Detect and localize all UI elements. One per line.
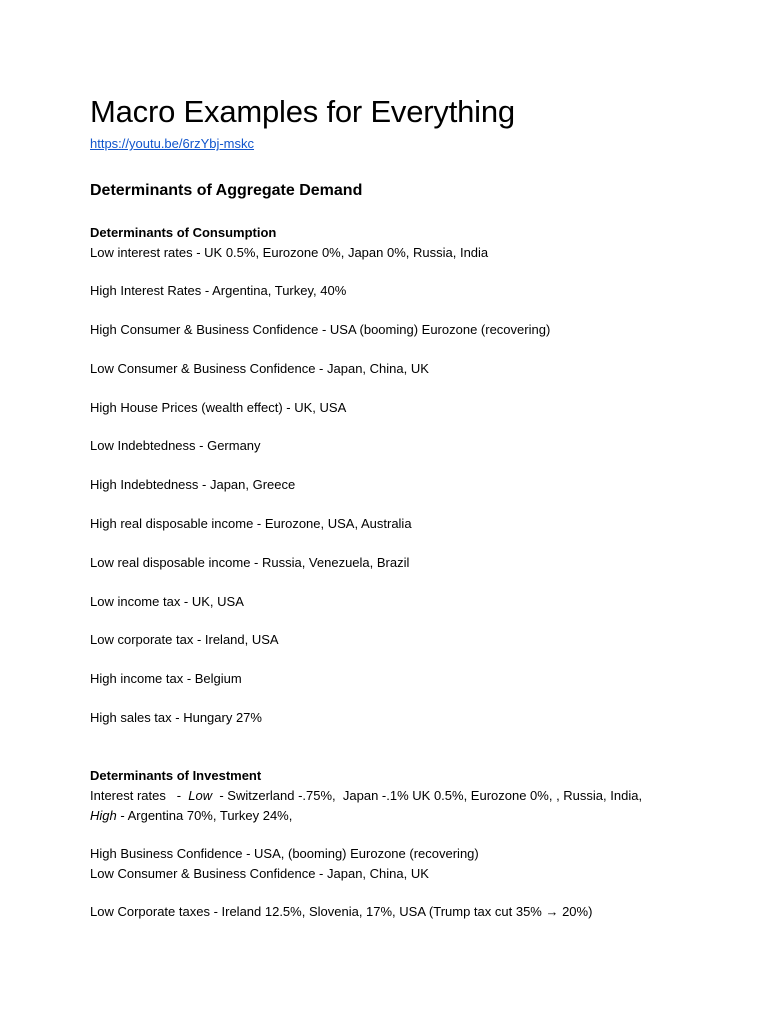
consumption-item: High House Prices (wealth effect) - UK, USA	[90, 400, 347, 415]
consumption-item: High income tax - Belgium	[90, 671, 242, 686]
consumption-item: High Interest Rates - Argentina, Turkey, 40%	[90, 283, 347, 298]
consumption-item: Low Consumer & Business Confidence - Japan, China, UK	[90, 361, 429, 376]
document-title: Macro Examples for Everything	[90, 94, 515, 129]
interest-high-label: High	[90, 808, 117, 823]
investment-heading: Determinants of Investment	[90, 768, 262, 783]
video-link[interactable]: https://youtu.be/6rzYbj-mskc	[90, 136, 255, 151]
investment-business-confidence-high: High Business Confidence - USA, (booming) Eurozone (recovering)	[90, 846, 479, 861]
consumption-item: High real disposable income - Eurozone, USA, Australia	[90, 516, 412, 531]
interest-low-text: - Switzerland -.75%, Japan -.1% UK 0.5%, Eurozone 0%, , Russia, India,	[212, 788, 643, 803]
section-heading-aggregate-demand: Determinants of Aggregate Demand	[90, 182, 363, 199]
consumption-item: Low income tax - UK, USA	[90, 594, 244, 609]
investment-interest-low-line	[90, 788, 642, 804]
consumption-item: Low real disposable income - Russia, Venezuela, Brazil	[90, 555, 410, 570]
consumption-item: High sales tax - Hungary 27%	[90, 710, 262, 725]
consumption-heading: Determinants of Consumption	[90, 225, 277, 240]
consumption-item: Low corporate tax - Ireland, USA	[90, 632, 279, 647]
interest-prefix: Interest rates -	[90, 788, 189, 803]
investment-business-confidence-low: Low Consumer & Business Confidence - Japan, China, UK	[90, 866, 429, 881]
consumption-item: High Indebtedness - Japan, Greece	[90, 477, 296, 492]
interest-high-text: - Argentina 70%, Turkey 24%,	[116, 808, 293, 823]
investment-interest-high-line	[90, 808, 292, 824]
consumption-item: High Consumer & Business Confidence - USA (booming) Eurozone (recovering)	[90, 322, 551, 337]
investment-corporate-taxes: Low Corporate taxes - Ireland 12.5%, Slovenia, 17%, USA (Trump tax cut 35% → 20%)	[90, 904, 593, 919]
interest-low-label: Low	[188, 788, 213, 803]
consumption-item: Low Indebtedness - Germany	[90, 438, 261, 453]
consumption-item: Low interest rates - UK 0.5%, Eurozone 0%, Japan 0%, Russia, India	[90, 245, 489, 260]
